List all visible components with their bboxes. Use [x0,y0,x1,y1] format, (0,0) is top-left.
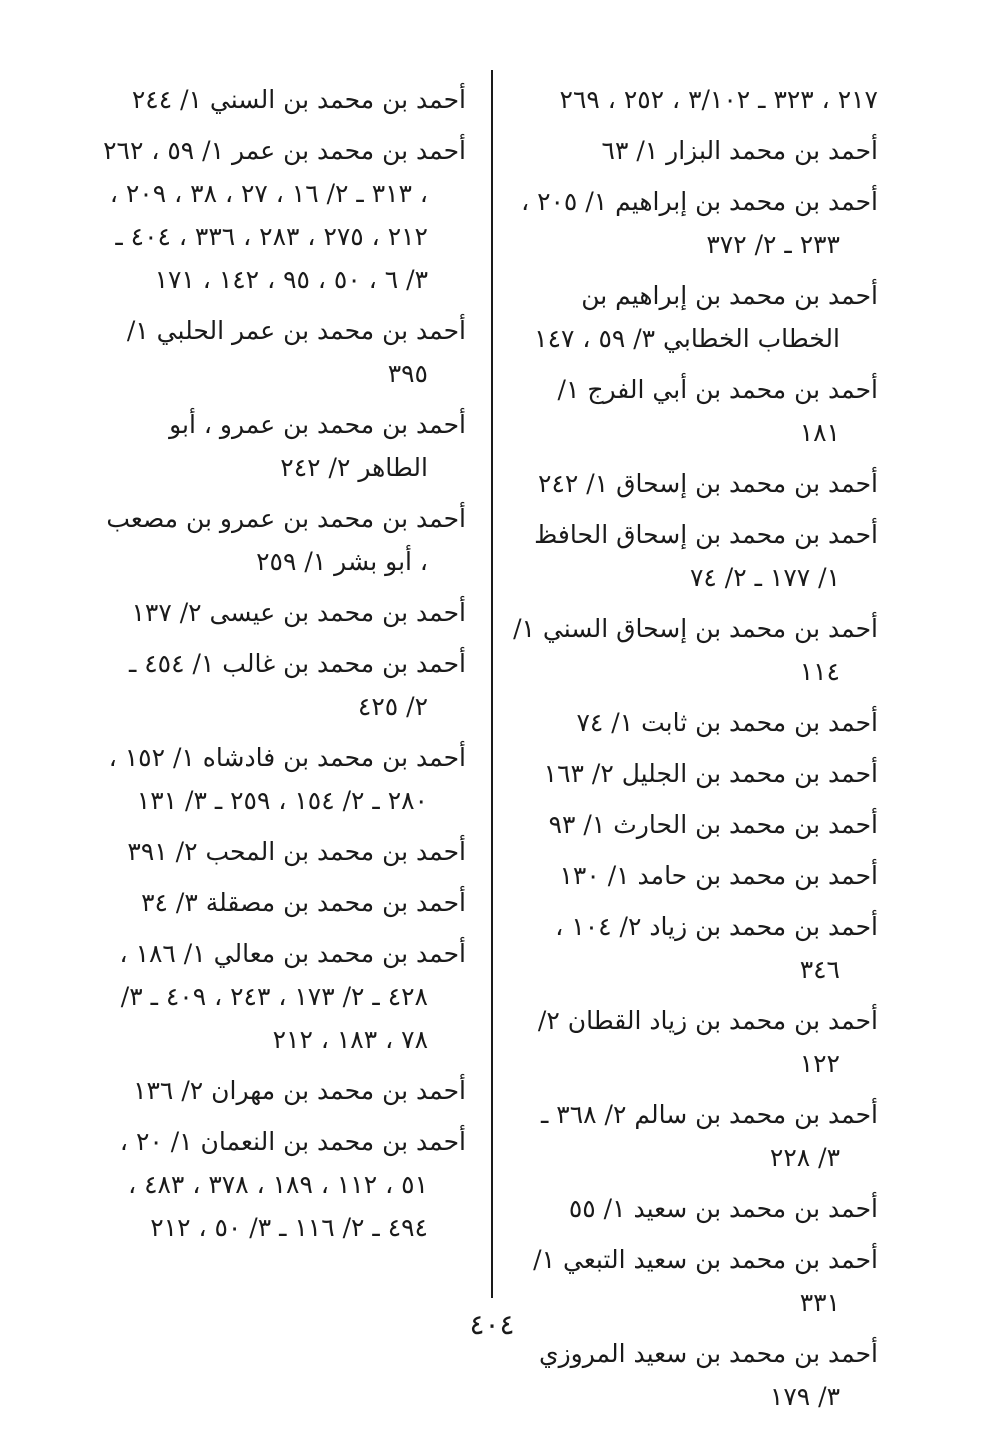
index-entry: أحمد بن محمد بن ثابت ١/ ٧٤ [576,708,878,737]
index-entry: أحمد بن محمد بن سعيد التبعي ١/ ٣٣١ [533,1245,878,1317]
index-entry: أحمد بن محمد بن سعيد المروزي ٣/ ١٧٩ [539,1339,878,1411]
index-entry: أحمد بن محمد بن السني ١/ ٢٤٤ [131,85,466,114]
index-entry: أحمد بن محمد بن حامد ١/ ١٣٠ [559,861,878,890]
index-entry: أحمد بن محمد بن معالي ١/ ١٨٦ ، ٤٢٨ ـ ٢/ ١٧٣ ، ٢٤٣ ، ٤٠٩ ـ ٣/ ٧٨ ، ١٨٣ ، ٢١٢ [119,939,466,1054]
index-entry: أحمد بن محمد بن عمر الحلبي ١/ ٣٩٥ [126,316,466,388]
index-entry: أحمد بن محمد بن المحب ٢/ ٣٩١ [127,837,466,866]
index-entry: أحمد بن محمد بن إبراهيم بن الخطاب الخطابي ٣/ ٥٩ ، ١٤٧ [534,281,878,353]
index-column-right [512,78,878,1426]
index-entry: أحمد بن محمد بن غالب ١/ ٤٥٤ ـ ٢/ ٤٢٥ [128,649,466,721]
index-entry: أحمد بن محمد البزار ١/ ٦٣ [601,136,878,165]
index-entry: أحمد بن محمد بن الجليل ٢/ ١٦٣ [543,759,878,788]
index-entry: أحمد بن محمد بن إبراهيم ١/ ٢٠٥ ، ٢٣٣ ـ ٢/ ٣٧٢ [521,187,878,259]
index-entry: أحمد بن محمد بن الحارث ١/ ٩٣ [548,810,878,839]
index-entry: أحمد بن محمد بن إسحاق السني ١/ ١١٤ [513,614,878,686]
index-column-left [102,78,466,1257]
index-entry: أحمد بن محمد بن عمرو بن مصعب ، أبو بشر ١/ ٢٥٩ [106,504,466,576]
page-number: ٤٠٤ [469,1308,515,1341]
index-entry: ٢١٧ ، ٣٢٣ ـ ٣/١٠٢ ، ٢٥٢ ، ٢٦٩ [559,85,878,114]
index-entry: أحمد بن محمد بن عيسى ٢/ ١٣٧ [131,598,466,627]
index-entry: أحمد بن محمد بن مهران ٢/ ١٣٦ [133,1076,466,1105]
index-entry: أحمد بن محمد بن زياد ٢/ ١٠٤ ، ٣٤٦ [555,912,878,984]
index-entry: أحمد بن محمد بن إسحاق الحافظ ١/ ١٧٧ ـ ٢/ ٧٤ [534,520,878,592]
index-entry: أحمد بن محمد بن إسحاق ١/ ٢٤٢ [538,469,878,498]
index-entry: أحمد بن محمد بن سالم ٢/ ٣٦٨ ـ ٣/ ٢٢٨ [540,1100,878,1172]
index-entry: أحمد بن محمد بن عمرو ، أبو الطاهر ٢/ ٢٤٢ [169,410,466,482]
column-divider [491,70,493,1298]
index-entry: أحمد بن محمد بن عمر ١/ ٥٩ ، ٢٦٢ ، ٣١٣ ـ ٢/ ١٦ ، ٢٧ ، ٣٨ ، ٢٠٩ ، ٢١٢ ، ٢٧٥ ، ٢٨٣ ، ٣٣٦ ، ٤٠٤ ـ ٣/ ٦ ، ٥٠ ، ٩٥ ، ١٤٢ ، ١٧١ [103,136,466,294]
index-entry: أحمد بن محمد بن سعيد ١/ ٥٥ [568,1194,878,1223]
index-entry: أحمد بن محمد بن مصقلة ٣/ ٣٤ [141,888,466,917]
index-entry: أحمد بن محمد بن فادشاه ١/ ١٥٢ ، ٢٨٠ ـ ٢/ ١٥٤ ، ٢٥٩ ـ ٣/ ١٣١ [108,743,466,815]
index-entry: أحمد بن محمد بن النعمان ١/ ٢٠ ، ٥١ ، ١١٢ ، ١٨٩ ، ٣٧٨ ، ٤٨٣ ، ٤٩٤ ـ ٢/ ١١٦ ـ ٣/ ٥٠ ، ٢١٢ [119,1127,466,1242]
index-entry: أحمد بن محمد بن زياد القطان ٢/ ١٢٢ [537,1006,878,1078]
index-entry: أحمد بن محمد بن أبي الفرج ١/ ١٨١ [557,375,878,447]
